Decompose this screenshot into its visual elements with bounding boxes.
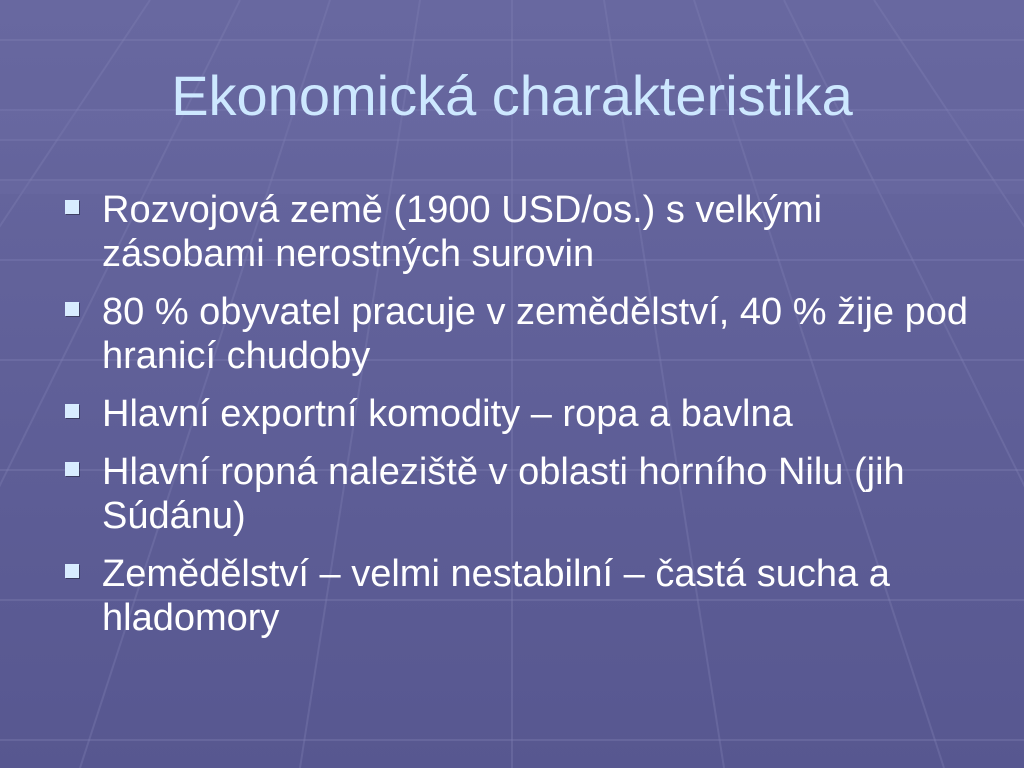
square-bullet-icon: [65, 302, 79, 316]
slide-title: Ekonomická charakteristika: [171, 64, 853, 127]
square-bullet-icon: [65, 462, 79, 476]
square-bullet-icon: [65, 564, 79, 578]
bullet-text: 80 % obyvatel pracuje v zemědělství, 40 % žije pod hranicí chudoby: [102, 291, 969, 377]
bullet-text: Hlavní exportní komodity – ropa a bavlna: [102, 393, 793, 435]
bullet-item: [62, 188, 982, 276]
bullet-item: [62, 392, 982, 436]
square-bullet-icon: [65, 200, 79, 214]
bullet-text: Hlavní ropná naleziště v oblasti horního Nilu (jih Súdánu): [102, 451, 905, 537]
bullet-item: [62, 552, 982, 640]
bullet-text: Zemědělství – velmi nestabilní – častá sucha a hladomory: [102, 553, 890, 639]
bullet-text: Rozvojová země (1900 USD/os.) s velkými zásobami nerostných surovin: [102, 189, 823, 275]
square-bullet-icon: [65, 404, 79, 418]
bullet-list: [62, 188, 982, 654]
bullet-item: [62, 450, 982, 538]
bullet-item: [62, 290, 982, 378]
